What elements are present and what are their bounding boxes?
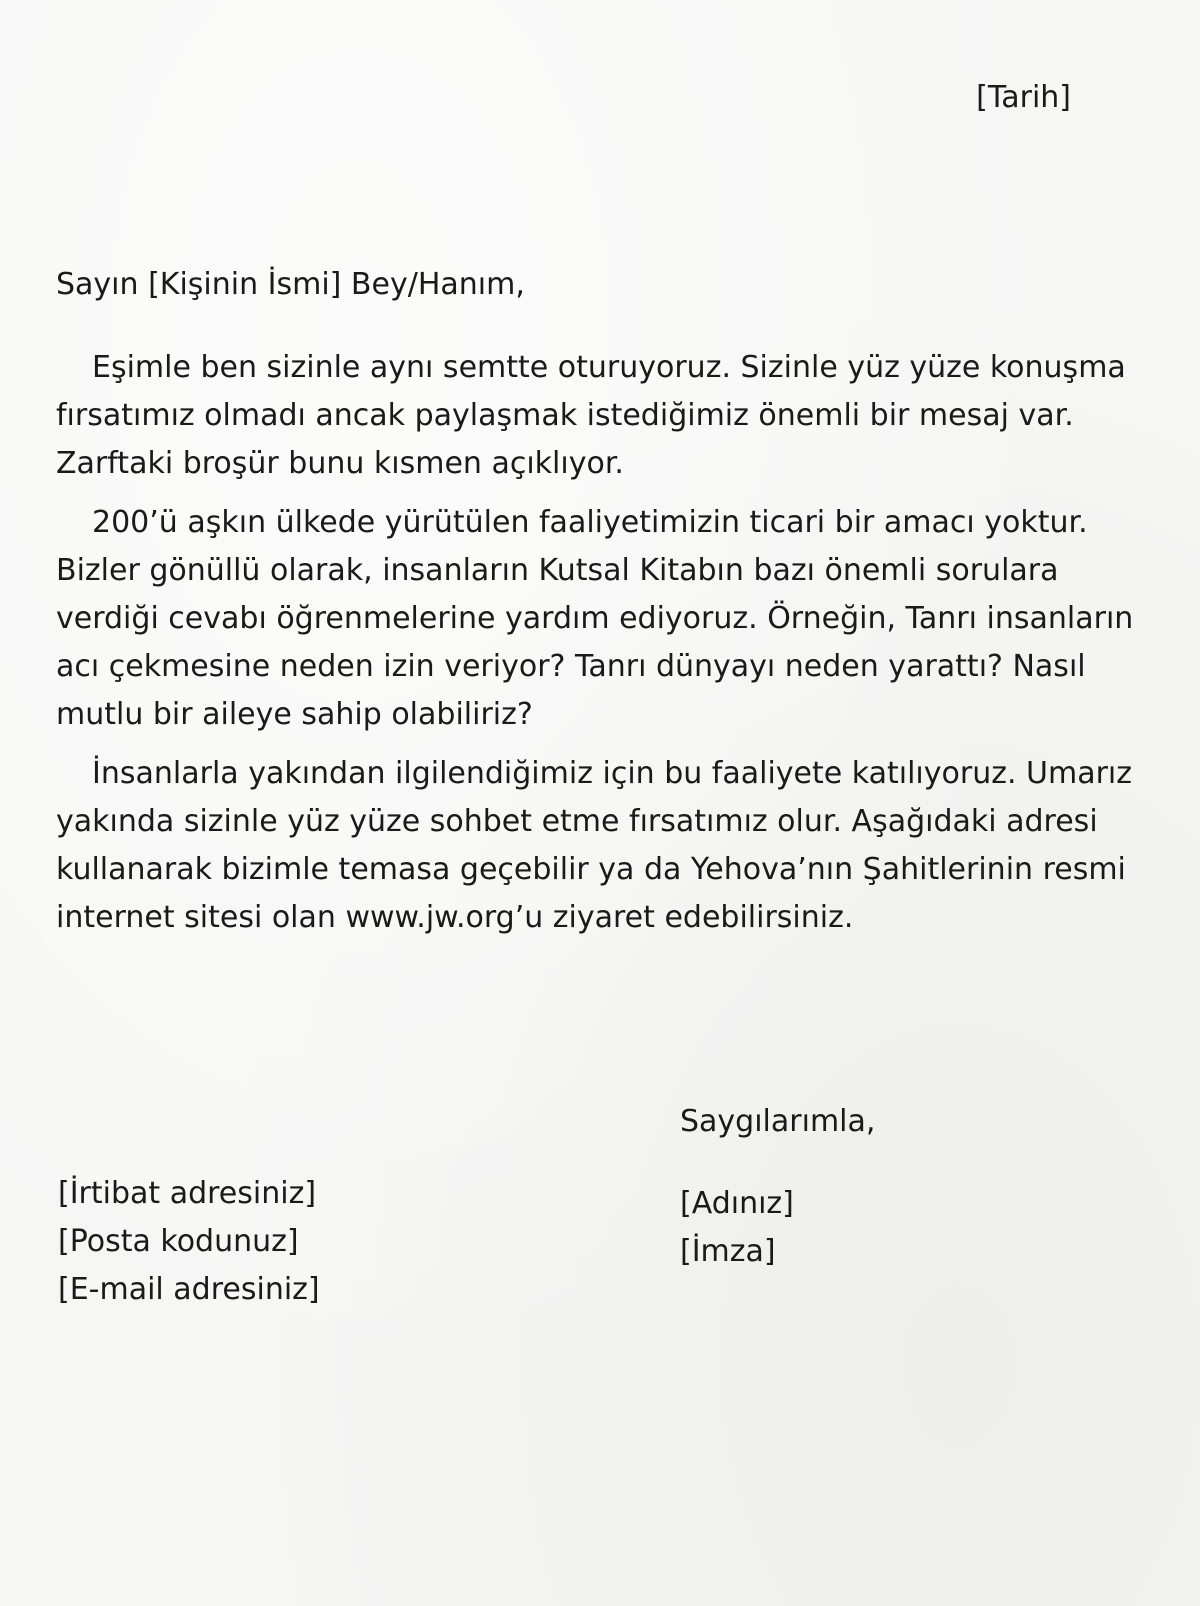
sender-signature: [İmza] — [680, 1234, 776, 1269]
letter-date: [Tarih] — [976, 80, 1071, 115]
letter-paragraph-2: 200’ü aşkın ülkede yürütülen faaliyetimizin ticari bir amacı yoktur. Bizler gönüllü olarak, insanların Kutsal Kitabın bazı önemli sorulara verdiği cevabı öğrenmelerine yardım ediyoruz. Örneğin, Tanrı insanların acı çekmesine neden izin veriyor? Tanrı dünyayı neden yarattı? Nasıl mutlu bir aileye sahip olabiliriz? — [56, 505, 1134, 732]
letter-paragraph-1: Eşimle ben sizinle aynı semtte oturuyoruz. Sizinle yüz yüze konuşma fırsatımız olmadı ancak paylaşmak istediğimiz önemli bir mesaj var. Zarftaki broşür bunu kısmen açıklıyor. — [56, 350, 1126, 481]
letter-salutation: Sayın [Kişinin İsmi] Bey/Hanım, — [56, 267, 525, 302]
letter-closing: Saygılarımla, — [680, 1104, 876, 1139]
contact-address: [İrtibat adresiniz] — [58, 1176, 317, 1211]
signature-block — [680, 1180, 794, 1276]
contact-email: [E-mail adresiniz] — [58, 1272, 320, 1307]
letter-body — [56, 344, 1146, 953]
letter-paragraph-3: İnsanlarla yakından ilgilendiğimiz için bu faaliyete katılıyoruz. Umarız yakında sizinle yüz yüze sohbet etme fırsatımız olur. Aşağıdaki adresi kullanarak bizimle temasa geçebilir ya da Yehova’nın Şahitlerinin resmi internet sitesi olan www.jw.org’u ziyaret edebilirsiniz. — [56, 756, 1133, 935]
sender-name: [Adınız] — [680, 1186, 794, 1221]
contact-postal-code: [Posta kodunuz] — [58, 1224, 299, 1259]
contact-block — [58, 1170, 320, 1314]
